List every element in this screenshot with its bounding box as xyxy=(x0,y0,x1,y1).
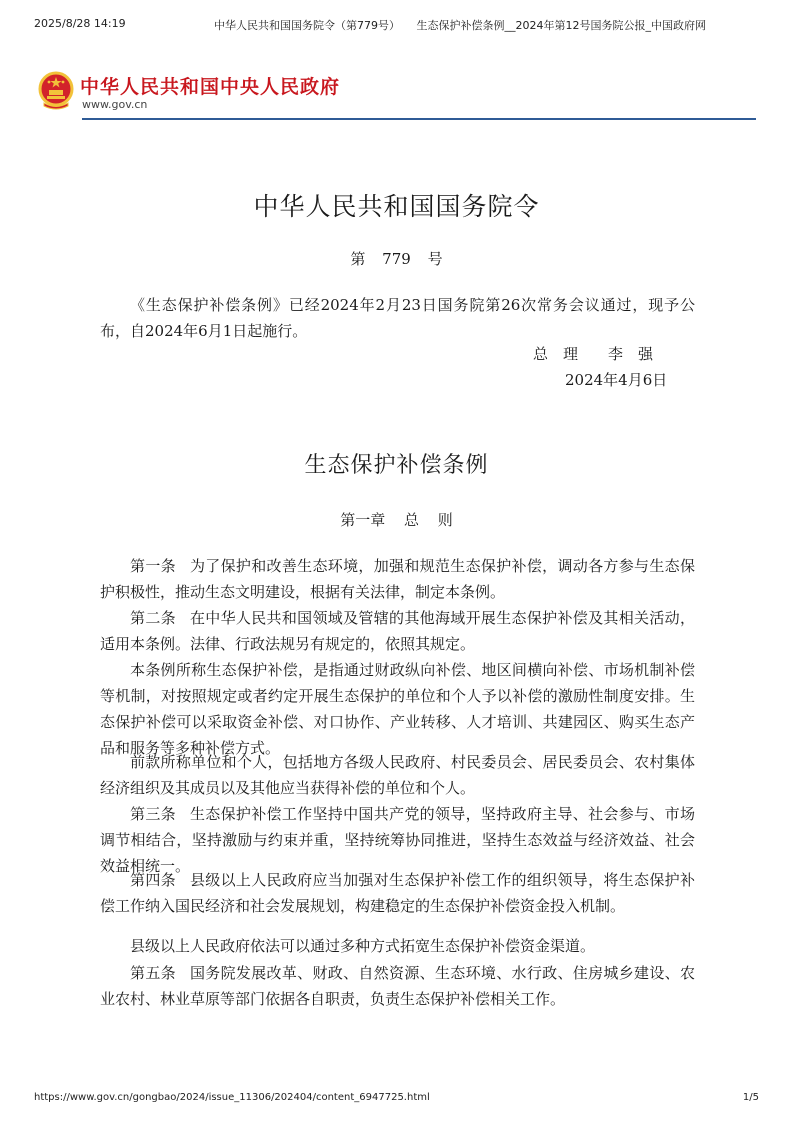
chapter-heading: 第一章 总 则 xyxy=(340,511,453,529)
article-text: 生态保护补偿工作坚持中国共产党的领导，坚持政府主导、社会参与、市场调节相结合，坚持激励与约束并重，坚持统筹协同推进，坚持生态效益与经济效益、社会效益相统一。 xyxy=(100,805,695,875)
article-number: 第一条 xyxy=(130,557,176,575)
article-paragraph xyxy=(100,960,695,1012)
article-number: 第二条 xyxy=(130,609,176,627)
print-footer xyxy=(34,1092,759,1108)
print-page-title: 中华人民共和国国务院令（第779号） 生态保护补偿条例__2024年第12号国务院公报_中国政府网 xyxy=(214,19,706,32)
article-paragraph xyxy=(100,605,695,657)
article-paragraph xyxy=(100,553,695,605)
page-number: 1/5 xyxy=(742,1092,759,1103)
print-header xyxy=(34,17,759,33)
order-number: 第 779 号 xyxy=(350,250,443,268)
promulgation-text: 《生态保护补偿条例》已经2024年2月23日国务院第26次常务会议通过，现予公布，自2024年6月1日起施行。 xyxy=(100,296,695,340)
article-text: 前款所称单位和个人，包括地方各级人民政府、村民委员会、居民委员会、农村集体经济组织及其成员以及其他应当获得补偿的单位和个人。 xyxy=(100,753,695,797)
article-number: 第三条 xyxy=(130,805,176,823)
article-text: 国务院发展改革、财政、自然资源、生态环境、水行政、住房城乡建设、农业农村、林业草原等部门依据各自职责，负责生态保护补偿相关工作。 xyxy=(100,964,695,1008)
print-datetime: 2025/8/28 14:19 xyxy=(34,17,126,30)
regulation-title: 生态保护补偿条例 xyxy=(304,453,489,478)
article-text: 为了保护和改善生态环境，加强和规范生态保护补偿，调动各方参与生态保护积极性，推动生态文明建设，根据有关法律，制定本条例。 xyxy=(100,557,695,601)
site-header xyxy=(38,68,756,122)
article-number: 第五条 xyxy=(130,964,176,982)
signing-date: 2024年4月6日 xyxy=(565,371,668,389)
national-emblem-icon xyxy=(38,70,74,110)
signatory: 总 理 李 强 xyxy=(533,345,654,363)
article-paragraph xyxy=(100,657,695,761)
article-paragraph xyxy=(100,867,695,919)
order-title: 中华人民共和国国务院令 xyxy=(253,192,540,221)
site-url[interactable]: www.gov.cn xyxy=(82,98,148,111)
article-text: 县级以上人民政府应当加强对生态保护补偿工作的组织领导，将生态保护补偿工作纳入国民经济和社会发展规划，构建稳定的生态保护补偿资金投入机制。 xyxy=(100,871,695,915)
article-number: 第四条 xyxy=(130,871,176,889)
article-paragraph xyxy=(100,933,695,959)
site-name: 中华人民共和国中央人民政府 xyxy=(80,76,341,98)
article-text: 在中华人民共和国领域及管辖的其他海域开展生态保护补偿及其相关活动，适用本条例。法律、行政法规另有规定的，依照其规定。 xyxy=(100,609,695,653)
article-text: 本条例所称生态保护补偿，是指通过财政纵向补偿、地区间横向补偿、市场机制补偿等机制，对按照规定或者约定开展生态保护的单位和个人予以补偿的激励性制度安排。生态保护补偿可以采取资金补偿、对口协作、产业转移、人才培训、共建园区、购买生态产品和服务等多种补偿方式。 xyxy=(100,661,695,757)
article-paragraph xyxy=(100,749,695,801)
article-text: 县级以上人民政府依法可以通过多种方式拓宽生态保护补偿资金渠道。 xyxy=(130,937,596,955)
page-url[interactable]: https://www.gov.cn/gongbao/2024/issue_11306/202404/content_6947725.html xyxy=(34,1092,430,1103)
header-divider xyxy=(82,118,756,120)
